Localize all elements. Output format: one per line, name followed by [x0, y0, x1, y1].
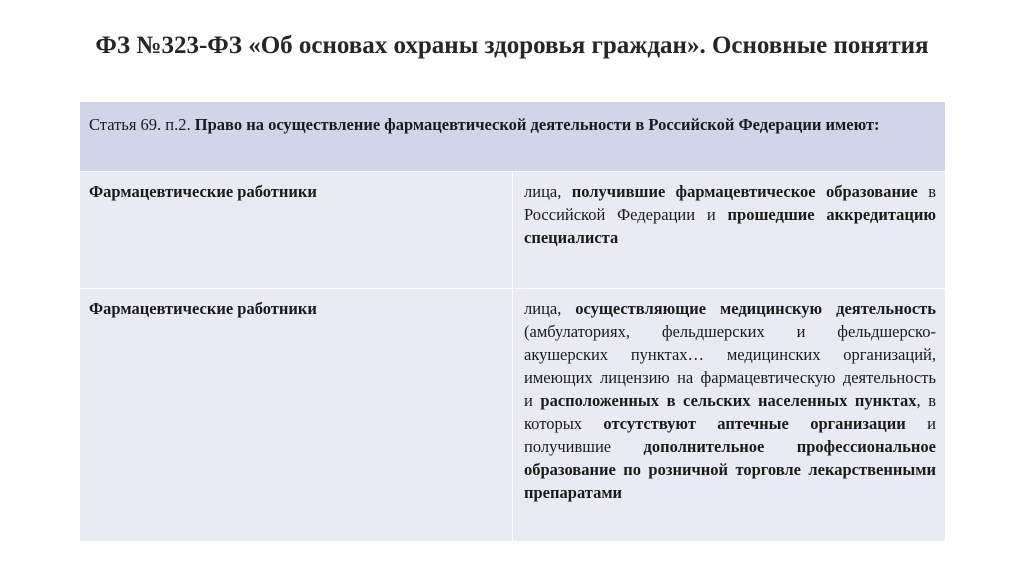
definition-segment: и получившие: [524, 414, 936, 456]
definition-segment: получившие фармацевтическое образование: [571, 182, 918, 201]
slide-title: ФЗ №323-ФЗ «Об основах охраны здоровья граждан». Основные понятия: [95, 32, 929, 59]
definition-segment: в Российской Федерации и: [524, 182, 937, 224]
table-header-row: [80, 102, 946, 172]
definition-segment: лица,: [524, 182, 572, 201]
definition-segment: расположенных в сельских населенных пунктах: [540, 391, 917, 410]
definition-segment: (амбулаториях, фельдшерских и фельдшерско-акушерских пунктах… медицинских организаций, имеющих лицензию на фармацевтическую деятельность и: [524, 322, 936, 410]
table-row: [80, 289, 946, 542]
header-bold-text: Право на осуществление фармацевтической деятельности в Российской Федерации имеют:: [194, 115, 880, 134]
table-header-cell: [80, 102, 946, 172]
header-prefix: Статья 69. п.2.: [89, 115, 195, 134]
definition-segment: дополнительное профессиональное образование по розничной торговле лекарственными препаратами: [524, 437, 936, 502]
definition-segment: прошедшие аккредитацию специалиста: [524, 205, 937, 247]
definition-segment: лица,: [524, 299, 576, 318]
definition-segment: осуществляющие медицинскую деятельность: [575, 299, 937, 318]
definition-segment: , в которых: [524, 391, 936, 433]
content-table: [79, 101, 946, 542]
term-cell: Фармацевтические работники: [80, 289, 513, 542]
term-cell: Фармацевтические работники: [80, 172, 513, 289]
definition-segment: отсутствуют аптечные организации: [603, 414, 906, 433]
table-row: [80, 172, 946, 289]
definition-cell: [513, 172, 946, 289]
definition-cell: [513, 289, 946, 542]
